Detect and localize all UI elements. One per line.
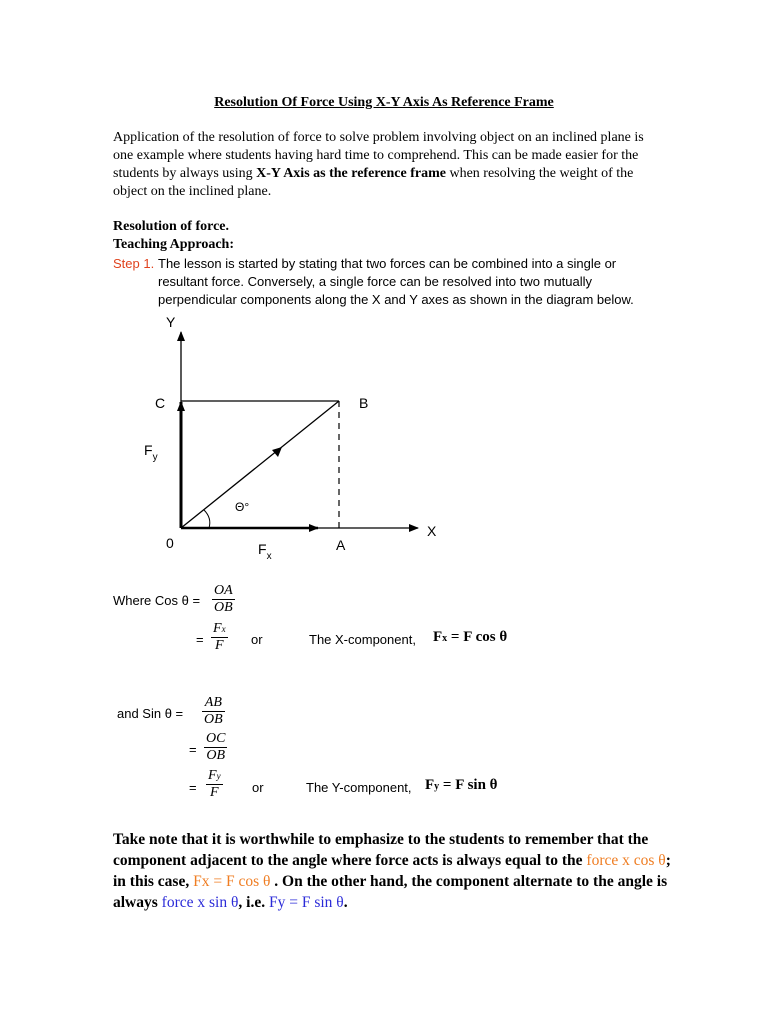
oc-over-ob-fraction: $\frac{OC}{OB}$ [206,731,226,763]
theta-label: Θ° [235,500,250,514]
x-component-label: The X-component, [309,632,416,647]
highlight-force-cos: force x cos θ [586,852,666,869]
cos-fraction: $\frac{OA}{OB}$ [214,583,233,615]
fx-over-f-fraction: $\frac{Fx}{F}$ [213,621,226,653]
intro-bold: X-Y Axis as the reference frame [256,166,446,181]
angle-arc [204,510,210,528]
resultant-arrowhead [272,447,282,457]
heading-resolution: Resolution of force. [113,219,229,234]
page-title: Resolution Of Force Using X-Y Axis As Reference Frame [214,95,554,110]
point-c-label: C [155,395,166,411]
equals-1: = [196,632,204,647]
equals-3: = [189,780,197,795]
origin-label: 0 [166,535,174,551]
highlight-fy-formula: Fy = F sin θ [268,894,344,911]
equals-2: = [189,742,197,757]
intro-text-1: Application of the resolution of force to solve problem involving object on an inclined plane is one example where students having hard time to comprehend. This can be made easier for the students by always using [113,130,644,181]
sin-fraction: $\frac{AB}{OB}$ [204,695,223,727]
step-label: Step 1. [113,256,155,271]
fy-label: $F_y$ [144,442,158,463]
x-component-formula: Fx = F cos θ [433,629,508,645]
point-b-label: B [359,395,369,411]
highlight-force-sin: force x sin θ [161,894,239,911]
resultant-force [181,401,339,528]
fy-over-f-fraction: $\frac{Fy}{F}$ [208,768,221,800]
where-cos-label: Where Cos θ = [113,593,201,608]
intro-text-2: when resolving the weight of the object on the inclined plane. [113,166,634,199]
y-axis-label: Y [166,314,176,330]
x-axis-label: X [427,523,437,539]
and-sin-label: and Sin θ = [117,706,184,721]
y-component-label: The Y-component, [306,780,412,795]
or-2: or [252,780,264,795]
fx-label: $F_x$ [258,541,272,562]
highlight-fx-formula: Fx = F cos θ [193,873,271,890]
take-note-paragraph: Take note that it is worthwhile to emphasize to the students to remember that the component adjacent to the angle where force acts is always equal to the force x cos θ; in this case, Fx = F cos θ . On the other hand, the component alternate to the angle is always force x sin θ, i.e. Fy = F sin θ. [113,831,671,911]
y-component-formula: Fy = F sin θ [425,777,498,793]
step-text: The lesson is started by stating that two forces can be combined into a single or resultant force. Conversely, a single force can be resolved into two mutually perpendicular components along the X and Y axes as shown in the diagram below. [158,256,634,307]
or-1: or [251,632,263,647]
heading-teaching-approach: Teaching Approach: [113,237,234,252]
point-a-label: A [336,537,346,553]
